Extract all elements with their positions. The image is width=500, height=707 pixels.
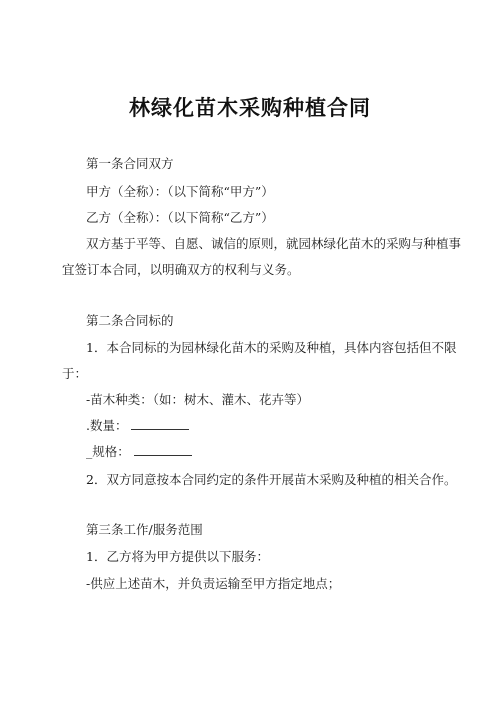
service-supply-line: -供应上述苗木，并负责运输至甲方指定地点； [86,576,341,591]
quantity-label: .数量： [86,418,128,433]
principle-line-2: 宜签订本合同，以明确双方的权利与义务。 [62,262,300,277]
party-b-line: 乙方（全称）：（以下简称“乙方”） [86,210,274,225]
subject-line-1: 1．本合同标的为园林绿化苗木的采购及种植，具体内容包括但不限 [86,340,457,355]
section-1-heading: 第一条合同双方 [86,156,174,171]
agreement-line: 2．双方同意按本合同约定的条件开展苗木采购及种植的相关合作。 [86,472,457,487]
principle-line-1: 双方基于平等、自愿、诚信的原则，就园林绿化苗木的采购与种植事 [86,236,462,251]
subject-line-2: 于： [62,366,88,381]
document-title: 林绿化苗木采购种植合同 [129,96,371,120]
spec-label: _规格： [86,444,130,459]
seedling-type-line: -苗木种类：（如：树木、灌木、花卉等） [86,392,309,407]
service-intro-line: 1．乙方将为甲方提供以下服务： [86,549,269,564]
spec-blank [134,445,192,456]
section-3-heading: 第三条工作/服务范围 [86,522,203,537]
section-2-heading: 第二条合同标的 [86,313,174,328]
party-a-line: 甲方（全称）：（以下简称“甲方”） [86,184,274,199]
quantity-line [86,418,189,434]
spec-line [86,444,192,460]
quantity-blank [131,419,189,430]
